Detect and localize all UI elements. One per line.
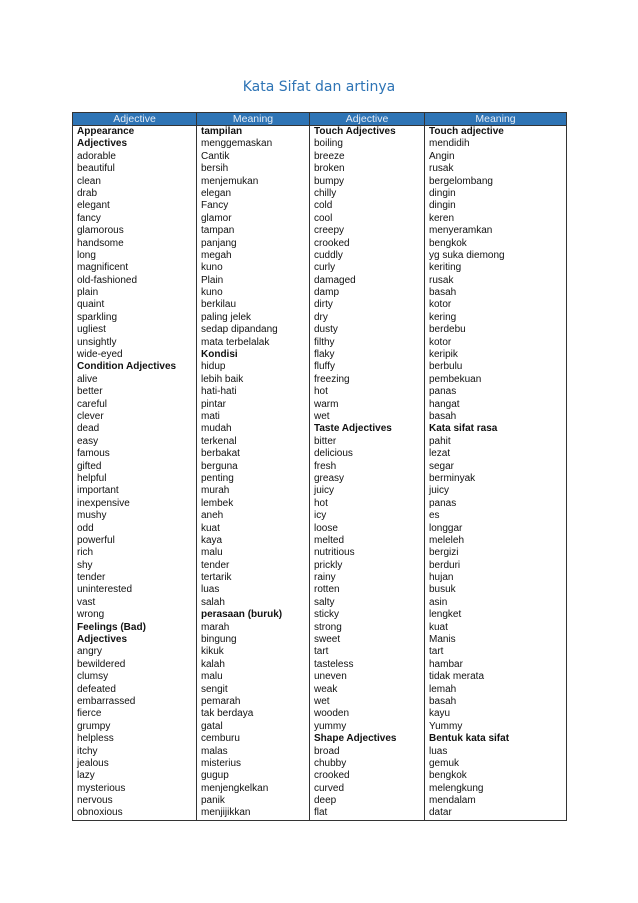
table-cell: uninterested — [77, 584, 133, 596]
document-title: Kata Sifat dan artinya — [242, 79, 396, 95]
table-cell: curved — [314, 782, 345, 794]
table-cell: famous — [77, 448, 110, 460]
table-cell: clumsy — [77, 671, 109, 683]
table-cell: tart — [314, 646, 329, 658]
table-cell: uneven — [314, 671, 347, 683]
table-cell: Shape Adjectives — [314, 733, 397, 745]
table-cell: nutritious — [314, 547, 355, 559]
table-cell: Condition Adjectives — [77, 361, 177, 373]
table-cell: asin — [429, 596, 448, 608]
table-cell: rusak — [429, 163, 454, 175]
table-cell: berbulu — [429, 361, 463, 373]
table-cell: rainy — [314, 572, 336, 584]
table-cell: handsome — [77, 237, 124, 249]
table-cell: fluffy — [314, 361, 335, 373]
table-cell: terkenal — [201, 435, 237, 447]
table-cell: perasaan (buruk) — [201, 609, 283, 621]
table-cell: wet — [314, 410, 330, 422]
table-cell: chubby — [314, 757, 347, 769]
table-cell: Plain — [201, 274, 224, 286]
table-cell: bergelombang — [429, 175, 493, 187]
table-cell: bersih — [201, 163, 229, 175]
table-cell: panik — [201, 795, 225, 807]
table-cell: important — [77, 485, 119, 497]
table-cell: kuno — [201, 262, 223, 274]
table-cell: hambar — [429, 658, 463, 670]
table-cell: yg suka diemong — [429, 249, 505, 261]
table-cell: melted — [314, 534, 345, 546]
column-meaning-2 — [425, 126, 567, 821]
table-cell: loose — [314, 522, 338, 534]
table-cell: warm — [314, 398, 339, 410]
table-cell: salah — [201, 596, 225, 608]
table-cell: magnificent — [77, 262, 129, 274]
table-cell: mendalam — [429, 795, 476, 807]
table-cell: bengkok — [429, 770, 467, 782]
table-cell: pahit — [429, 435, 451, 447]
table-cell: quaint — [77, 299, 105, 311]
table-cell: dingin — [429, 187, 456, 199]
table-cell: deep — [314, 795, 337, 807]
table-cell: curly — [314, 262, 336, 274]
table-cell: juicy — [314, 485, 335, 497]
table-cell: luas — [429, 745, 448, 757]
table-cell: Taste Adjectives — [314, 423, 392, 435]
table-cell: prickly — [314, 559, 343, 571]
table-cell: berguna — [201, 460, 238, 472]
table-cell: tart — [429, 646, 444, 658]
table-cell: cuddly — [314, 249, 343, 261]
table-cell: megah — [201, 249, 232, 261]
table-cell: dirty — [314, 299, 333, 311]
table-cell: freezing — [314, 373, 350, 385]
table-header-row — [73, 113, 567, 126]
table-body — [73, 126, 567, 821]
table-cell: dusty — [314, 324, 338, 336]
table-cell: strong — [314, 621, 342, 633]
table-cell: Touch Adjectives — [314, 126, 396, 137]
table-cell: lazy — [77, 770, 95, 782]
table-cell: flaky — [314, 349, 335, 361]
table-cell: kuno — [201, 287, 223, 299]
table-cell: kering — [429, 311, 457, 323]
table-cell: Fancy — [201, 200, 229, 212]
table-cell: shy — [77, 559, 93, 571]
table-cell: hangat — [429, 398, 460, 410]
table-cell: grumpy — [77, 720, 111, 732]
table-cell: weak — [314, 683, 338, 695]
table-cell: keren — [429, 212, 455, 224]
table-cell: flat — [314, 807, 328, 819]
table-cell: lemah — [429, 683, 457, 695]
table-cell: odd — [77, 522, 94, 534]
table-cell: berminyak — [429, 472, 476, 484]
table-cell: inexpensive — [77, 497, 130, 509]
table-cell: malas — [201, 745, 228, 757]
table-cell: luas — [201, 584, 220, 596]
table-cell: menjijikkan — [201, 807, 251, 819]
table-cell: tidak merata — [429, 671, 485, 683]
table-cell: kaya — [201, 534, 223, 546]
table-cell: sweet — [314, 634, 341, 646]
table-cell: wide-eyed — [77, 349, 123, 361]
table-cell: Adjectives — [77, 138, 128, 150]
column-meaning-1 — [197, 126, 310, 821]
table-cell: tak berdaya — [201, 708, 254, 720]
table-cell: gatal — [201, 720, 223, 732]
table-cell: berkilau — [201, 299, 237, 311]
table-cell: cemburu — [201, 733, 240, 745]
table-cell: hati-hati — [201, 386, 237, 398]
table-cell: drab — [77, 187, 98, 199]
table-cell: basah — [429, 410, 457, 422]
table-cell: menjengkelkan — [201, 782, 269, 794]
table-cell: yummy — [314, 720, 347, 732]
table-cell: panas — [429, 497, 457, 509]
table-cell: beautiful — [77, 163, 115, 175]
table-cell: defeated — [77, 683, 116, 695]
table-cell: tasteless — [314, 658, 354, 670]
table-cell: marah — [201, 621, 230, 633]
table-cell: menjemukan — [201, 175, 259, 187]
table-cell: hot — [314, 386, 328, 398]
table-cell: glamor — [201, 212, 232, 224]
table-cell: misterius — [201, 757, 242, 769]
table-cell: wet — [314, 695, 330, 707]
table-cell: hujan — [429, 572, 454, 584]
table-cell: dry — [314, 311, 328, 323]
table-cell: berdebu — [429, 324, 466, 336]
header-adjective-1: Adjective — [73, 113, 197, 126]
table-cell: Appearance — [77, 126, 135, 137]
table-cell: meleleh — [429, 534, 465, 546]
column-adjective-2 — [310, 126, 425, 821]
table-cell: delicious — [314, 448, 353, 460]
table-cell: Manis — [429, 634, 456, 646]
table-cell: chilly — [314, 187, 337, 199]
table-cell: datar — [429, 807, 452, 819]
table-cell: clean — [77, 175, 101, 187]
table-cell: glamorous — [77, 225, 124, 237]
table-cell: crooked — [314, 237, 350, 249]
table-cell: keripik — [429, 349, 458, 361]
header-meaning-2: Meaning — [425, 113, 567, 126]
table-cell: salty — [314, 596, 335, 608]
table-cell: tampilan — [201, 126, 243, 137]
table-cell: elegan — [201, 187, 232, 199]
table-cell: filthy — [314, 336, 335, 348]
table-cell: Touch adjective — [429, 126, 504, 137]
table-cell: itchy — [77, 745, 98, 757]
table-cell: obnoxious — [77, 807, 123, 819]
table-cell: damaged — [314, 274, 356, 286]
table-cell: dead — [77, 423, 100, 435]
table-cell: elegant — [77, 200, 110, 212]
table-cell: paling jelek — [201, 311, 252, 323]
table-cell: tender — [77, 572, 106, 584]
table-cell: powerful — [77, 534, 115, 546]
table-cell: melengkung — [429, 782, 484, 794]
table-cell: pintar — [201, 398, 227, 410]
table-cell: damp — [314, 287, 340, 299]
table-cell: gemuk — [429, 757, 460, 769]
table-cell: panas — [429, 386, 457, 398]
table-cell: mudah — [201, 423, 232, 435]
table-cell: angry — [77, 646, 103, 658]
table-cell: dingin — [429, 200, 456, 212]
table-cell: helpful — [77, 472, 107, 484]
table-cell: mysterious — [77, 782, 126, 794]
table-cell: pembekuan — [429, 373, 482, 385]
table-cell: kalah — [201, 658, 225, 670]
table-cell: careful — [77, 398, 108, 410]
table-cell: kotor — [429, 299, 452, 311]
table-cell: Angin — [429, 150, 455, 162]
table-cell: tertarik — [201, 572, 232, 584]
table-cell: segar — [429, 460, 455, 472]
table-cell: vast — [77, 596, 96, 608]
table-cell: better — [77, 386, 103, 398]
table-cell: kikuk — [201, 646, 224, 658]
table-cell: greasy — [314, 472, 345, 484]
table-cell: murah — [201, 485, 230, 497]
table-cell: sticky — [314, 609, 339, 621]
table-cell: tampan — [201, 225, 235, 237]
table-cell: rotten — [314, 584, 340, 596]
table-cell: lebih baik — [201, 373, 244, 385]
header-adjective-2: Adjective — [310, 113, 425, 126]
table-cell: kotor — [429, 336, 452, 348]
table-cell: plain — [77, 287, 99, 299]
table-cell: fancy — [77, 212, 101, 224]
table-cell: cold — [314, 200, 333, 212]
table-cell: keriting — [429, 262, 462, 274]
table-cell: basah — [429, 695, 457, 707]
table-cell: aneh — [201, 510, 224, 522]
table-cell: malu — [201, 671, 223, 683]
table-cell: fresh — [314, 460, 337, 472]
table-cell: crooked — [314, 770, 350, 782]
table-cell: menggemaskan — [201, 138, 273, 150]
table-cell: sedap dipandang — [201, 324, 278, 336]
table-cell: old-fashioned — [77, 274, 138, 286]
table-cell: boiling — [314, 138, 343, 150]
table-cell: unsightly — [77, 336, 117, 348]
table-cell: bitter — [314, 435, 337, 447]
table-cell: breeze — [314, 150, 345, 162]
table-cell: Yummy — [429, 720, 463, 732]
table-cell: hot — [314, 497, 328, 509]
header-meaning-1: Meaning — [197, 113, 310, 126]
table-cell: hidup — [201, 361, 226, 373]
table-cell: lezat — [429, 448, 451, 460]
table-cell: adorable — [77, 150, 116, 162]
table-cell: clever — [77, 410, 104, 422]
table-cell: ugliest — [77, 324, 106, 336]
table-cell: cool — [314, 212, 333, 224]
table-cell: easy — [77, 435, 99, 447]
table-cell: mati — [201, 410, 220, 422]
table-cell: Kondisi — [201, 349, 238, 361]
table-cell: bergizi — [429, 547, 459, 559]
table-cell: basah — [429, 287, 457, 299]
table-cell: Adjectives — [77, 634, 128, 646]
table-cell: wrong — [77, 609, 105, 621]
table-cell: tender — [201, 559, 230, 571]
table-cell: busuk — [429, 584, 456, 596]
table-cell: rich — [77, 547, 94, 559]
table-cell: jealous — [77, 757, 109, 769]
table-cell: es — [429, 510, 440, 522]
table-cell: fierce — [77, 708, 102, 720]
table-cell: sengit — [201, 683, 228, 695]
table-cell: Kata sifat rasa — [429, 423, 498, 435]
column-adjective-1 — [73, 126, 197, 821]
table-cell: helpless — [77, 733, 114, 745]
table-cell: embarrassed — [77, 695, 136, 707]
table-cell: bengkok — [429, 237, 467, 249]
table-cell: malu — [201, 547, 223, 559]
table-cell: Feelings (Bad) — [77, 621, 146, 633]
table-cell: kuat — [201, 522, 220, 534]
table-cell: sparkling — [77, 311, 118, 323]
table-cell: lengket — [429, 609, 462, 621]
table-cell: longgar — [429, 522, 463, 534]
table-cell: Bentuk kata sifat — [429, 733, 510, 745]
table-cell: lembek — [201, 497, 234, 509]
table-cell: rusak — [429, 274, 454, 286]
table-cell: bingung — [201, 634, 237, 646]
table-cell: wooden — [314, 708, 350, 720]
adjective-table — [72, 112, 567, 821]
table-cell: icy — [314, 510, 327, 522]
table-cell: bewildered — [77, 658, 126, 670]
table-cell: alive — [77, 373, 98, 385]
table-cell: mata terbelalak — [201, 336, 270, 348]
table-cell: menyeramkan — [429, 225, 493, 237]
table-cell: panjang — [201, 237, 237, 249]
table-cell: long — [77, 249, 96, 261]
table-cell: pemarah — [201, 695, 241, 707]
table-cell: kuat — [429, 621, 448, 633]
table-cell: berbakat — [201, 448, 240, 460]
table-cell: berduri — [429, 559, 461, 571]
table-cell: kayu — [429, 708, 451, 720]
table-cell: mushy — [77, 510, 107, 522]
table-cell: mendidih — [429, 138, 470, 150]
table-cell: broken — [314, 163, 345, 175]
table-cell: penting — [201, 472, 234, 484]
table-cell: broad — [314, 745, 340, 757]
table-cell: gugup — [201, 770, 229, 782]
table-cell: creepy — [314, 225, 345, 237]
table-cell: gifted — [77, 460, 102, 472]
table-cell: juicy — [429, 485, 450, 497]
table-cell: Cantik — [201, 150, 230, 162]
table-cell: bumpy — [314, 175, 345, 187]
table-cell: nervous — [77, 795, 113, 807]
